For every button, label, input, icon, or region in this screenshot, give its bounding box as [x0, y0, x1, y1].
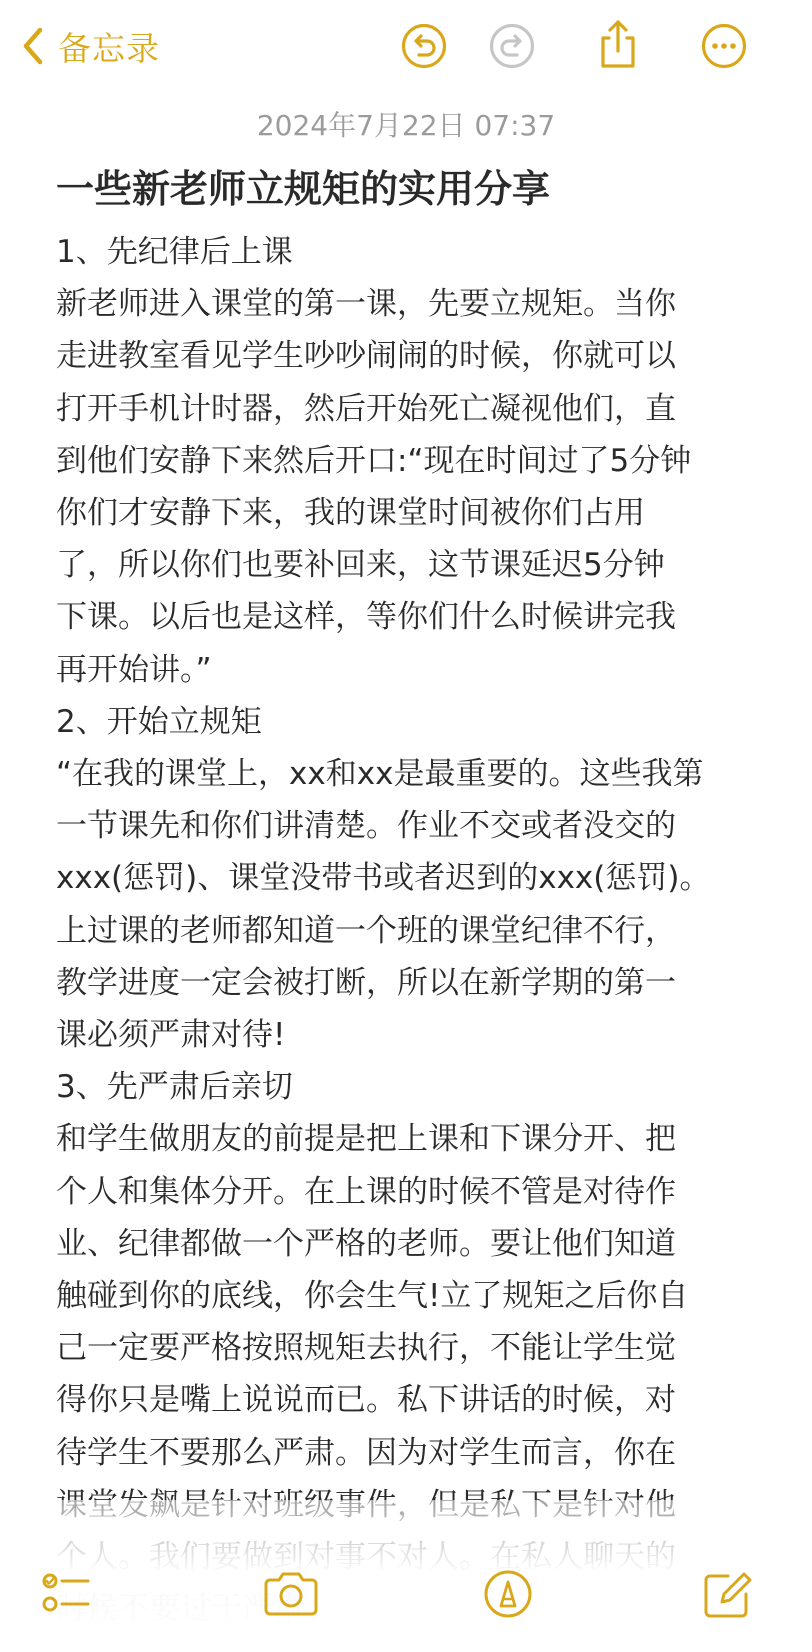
note-line[interactable]: 一节课先和你们讲清楚。作业不交或者没交的: [56, 808, 676, 845]
share-icon[interactable]: [594, 18, 642, 70]
note-line[interactable]: 触碰到你的底线，你会生气!立了规矩之后你自: [56, 1278, 689, 1315]
note-line[interactable]: “在我的课堂上，xx和xx是最重要的。这些我第: [56, 756, 704, 793]
note-line[interactable]: 教学进度一定会被打断，所以在新学期的第一: [56, 964, 676, 1001]
note-line[interactable]: 下课。以后也是这样，等你们什么时候讲完我: [56, 599, 676, 636]
note-line[interactable]: xxx(惩罚)、课堂没带书或者迟到的xxx(惩罚)。: [56, 860, 711, 897]
note-title[interactable]: 一些新老师立规矩的实用分享: [56, 167, 551, 211]
note-body[interactable]: [56, 152, 796, 1552]
more-icon[interactable]: [700, 22, 748, 70]
note-line[interactable]: 2、开始立规矩: [56, 703, 262, 740]
note-line[interactable]: 上过课的老师都知道一个班的课堂纪律不行，: [56, 912, 676, 949]
redo-icon[interactable]: [488, 22, 536, 70]
undo-icon[interactable]: [400, 22, 448, 70]
note-line[interactable]: 打开手机计时器，然后开始死亡凝视他们，直: [56, 390, 676, 427]
back-label: 备忘录: [58, 28, 160, 68]
note-line[interactable]: 课必须严肃对待!: [56, 1017, 286, 1054]
note-line[interactable]: 1、先纪律后上课: [56, 234, 293, 270]
bottom-toolbar: [0, 1548, 812, 1652]
checklist-icon[interactable]: [40, 1568, 92, 1620]
note-line[interactable]: 新老师进入课堂的第一课，先要立规矩。当你: [56, 286, 676, 323]
markup-icon[interactable]: [482, 1568, 534, 1620]
note-line[interactable]: 走进教室看见学生吵吵闹闹的时候，你就可以: [56, 338, 676, 375]
note-line[interactable]: 你们才安静下来，我的课堂时间被你们占用: [56, 495, 645, 532]
compose-icon[interactable]: [702, 1568, 754, 1620]
note-line[interactable]: 业、纪律都做一个严格的老师。要让他们知道: [56, 1225, 676, 1262]
chevron-left-icon: [22, 27, 44, 65]
back-button[interactable]: [22, 18, 160, 74]
navigation-bar: [0, 0, 812, 96]
note-line[interactable]: 了，所以你们也要补回来，这节课延迟5分钟: [56, 547, 665, 584]
note-line[interactable]: 得你只是嘴上说说而已。私下讲话的时候，对: [56, 1382, 676, 1419]
note-line[interactable]: 再开始讲。”: [56, 651, 212, 688]
note-text[interactable]: [56, 226, 796, 1635]
note-line[interactable]: 待学生不要那么严肃。因为对学生而言，你在: [56, 1434, 676, 1471]
note-timestamp: 2024年7月22日 07:37: [256, 109, 556, 142]
note-line[interactable]: 个人和集体分开。在上课的时候不管是对待作: [56, 1173, 676, 1210]
note-line[interactable]: 3、先严肃后亲切: [56, 1069, 293, 1106]
camera-icon[interactable]: [262, 1568, 320, 1620]
note-line[interactable]: 到他们安静下来然后开口:“现在时间过了5分钟: [56, 442, 692, 479]
note-line[interactable]: 己一定要严格按照规矩去执行，不能让学生觉: [56, 1330, 676, 1367]
note-line[interactable]: 和学生做朋友的前提是把上课和下课分开、把: [56, 1121, 676, 1158]
